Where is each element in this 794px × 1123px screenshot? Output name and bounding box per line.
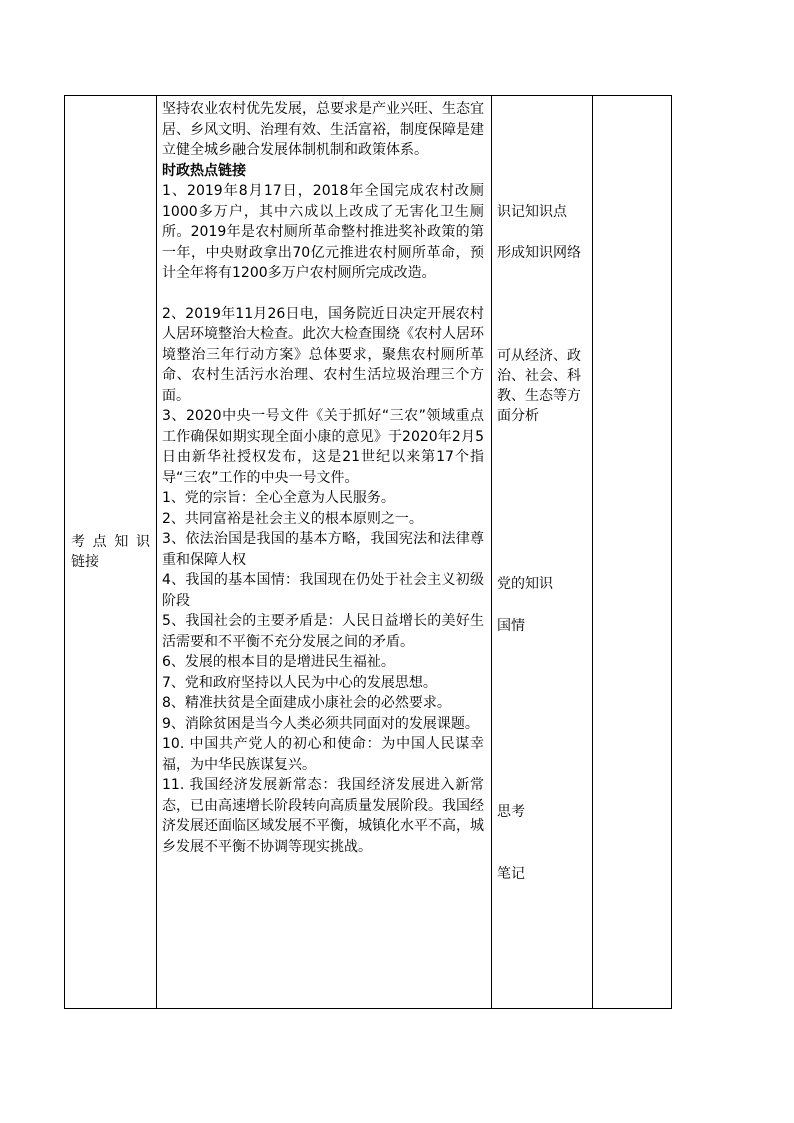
knowledge-point: 4、我国的基本国情：我国现在仍处于社会主义初级阶段 [162, 572, 484, 609]
knowledge-point: 9、消除贫困是当今人类必须共同面对的发展课题。 [162, 715, 479, 732]
column-divider [592, 96, 593, 1008]
row-label-cell [65, 96, 156, 1008]
knowledge-point: 1、党的宗旨：全心全意为人民服务。 [162, 490, 395, 506]
knowledge-point: 3、依法治国是我国的基本方略，我国宪法和法律尊重和保障人权 [162, 531, 484, 568]
knowledge-point: 6、发展的根本目的是增进民生福祉。 [162, 654, 395, 670]
note-think: 思考 [497, 804, 525, 820]
row-label [65, 532, 156, 572]
column-divider [491, 96, 492, 1008]
content-cell [162, 99, 484, 857]
knowledge-point: 8、精准扶贫是全面建成小康社会的必然要求。 [162, 695, 451, 711]
knowledge-point: 11. 我国经济发展新常态：我国经济发展进入新常态，已由高速增长阶段转向高质量发展阶段。我国经济发展还面临区域发展不平衡，城镇化水平不高，城乡发展不平衡不协调等现实挑战。 [162, 777, 484, 855]
hot-topic-item: 3、2020中央一号文件《关于抓好“三农”领域重点工作确保如期实现全面小康的意见》于2020年2月5日由新华社授权发布，这是21世纪以来第17个指导“三农”工作的中央一号文件。 [162, 408, 484, 486]
note-memorize: 识记知识点 [497, 204, 567, 220]
note-analysis: 可从经济、政治、社会、科教、生态等方面分析 [497, 348, 581, 424]
knowledge-table [64, 95, 672, 1009]
hot-topics-heading: 时政热点链接 [162, 162, 246, 179]
hot-topic-item: 1、2019年8月17日，2018年全国完成农村改厕1000多万户，其中六成以上改成了无害化卫生厕所。2019年是农村厕所革命整村推进奖补政策的第一年，中央财政拿出70亿元推进农村厕所革命，预计全年将有1200多万户农村厕所完成改造。 [162, 183, 484, 281]
note-party: 党的知识 [497, 576, 553, 592]
note-network: 形成知识网络 [497, 245, 581, 261]
row-label-line2: 链接 [71, 554, 99, 570]
knowledge-point: 5、我国社会的主要矛盾是：人民日益增长的美好生活需要和不平衡不充分发展之间的矛盾。 [162, 613, 484, 650]
intro-paragraph: 坚持农业农村优先发展，总要求是产业兴旺、生态宜居、乡风文明、治理有效、生活富裕，制度保障是建立健全城乡融合发展体制机制和政策体系。 [162, 101, 484, 158]
knowledge-point: 10. 中国共产党人的初心和使命：为中国人民谋幸福，为中华民族谋复兴。 [162, 736, 484, 773]
hot-topic-item: 2、2019年11月26日电，国务院近日决定开展农村人居环境整治大检查。此次大检查围绕《农村人居环境整治三年行动方案》总体要求，聚焦农村厕所革命、农村生活污水治理、农村生活垃圾治理三个方面。 [162, 305, 484, 404]
column-divider [156, 96, 157, 1008]
row-label-line1: 考点知识 [71, 534, 150, 550]
note-notes: 笔记 [497, 866, 525, 882]
note-national-conditions: 国情 [497, 618, 525, 634]
knowledge-point: 7、党和政府坚持以人民为中心的发展思想。 [162, 674, 437, 691]
knowledge-point: 2、共同富裕是社会主义的根本原则之一。 [162, 510, 423, 527]
